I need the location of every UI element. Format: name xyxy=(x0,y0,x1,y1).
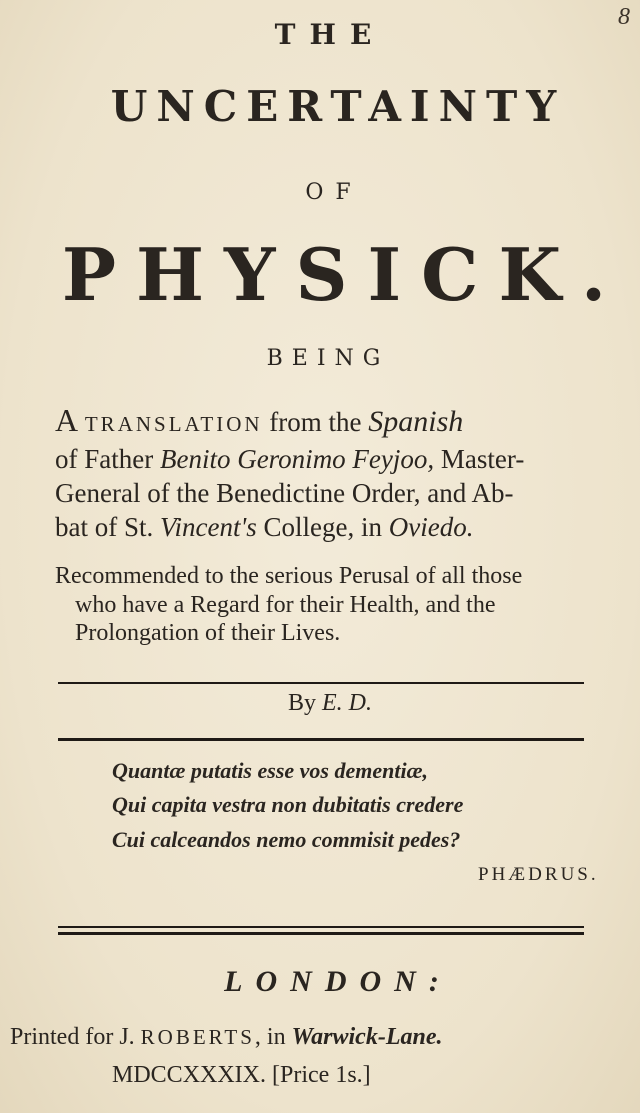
byline: By E. D. xyxy=(287,690,372,716)
imprint-line-1: Printed for J. ROBERTS, in Warwick-Lane. xyxy=(10,1024,443,1050)
epigraph-attribution: PHÆDRUS. xyxy=(478,864,599,885)
rule-top-2 xyxy=(58,738,584,741)
title-of: OF xyxy=(305,180,363,205)
description-line-4: bat of St. Vincent's College, in Oviedo. xyxy=(55,512,474,542)
recommendation-line-1: Recommended to the serious Perusal of all those xyxy=(55,563,523,589)
rule-bottom-1 xyxy=(58,926,584,928)
rule-bottom-2 xyxy=(58,932,584,935)
title-uncertainty: UNCERTAINTY xyxy=(110,82,566,131)
epigraph-line-1: Quantæ putatis esse vos dementiæ, xyxy=(112,758,428,783)
title-being: BEING xyxy=(266,346,390,371)
recommendation-line-2: who have a Regard for their Health, and the xyxy=(75,592,496,618)
recommendation-line-3: Prolongation of their Lives. xyxy=(75,620,341,646)
imprint-line-2: MDCCXXXIX. [Price 1s.] xyxy=(112,1062,371,1088)
title-the: THE xyxy=(274,18,386,51)
epigraph-line-3: Cui calceandos nemo commisit pedes? xyxy=(112,827,461,852)
epigraph-line-2: Qui capita vestra non dubitatis credere xyxy=(112,792,464,817)
description-line-3: General of the Benedictine Order, and Ab- xyxy=(55,478,514,508)
corner-mark: 8 xyxy=(618,4,630,30)
rule-top-1 xyxy=(58,682,584,684)
imprint-city: LONDON: xyxy=(224,965,452,998)
description-line-1: A TRANSLATION from the Spanish xyxy=(55,402,464,438)
description-line-2: of Father Benito Geronimo Feyjoo, Master- xyxy=(55,444,525,474)
title-physick: PHYSICK. xyxy=(61,232,627,317)
